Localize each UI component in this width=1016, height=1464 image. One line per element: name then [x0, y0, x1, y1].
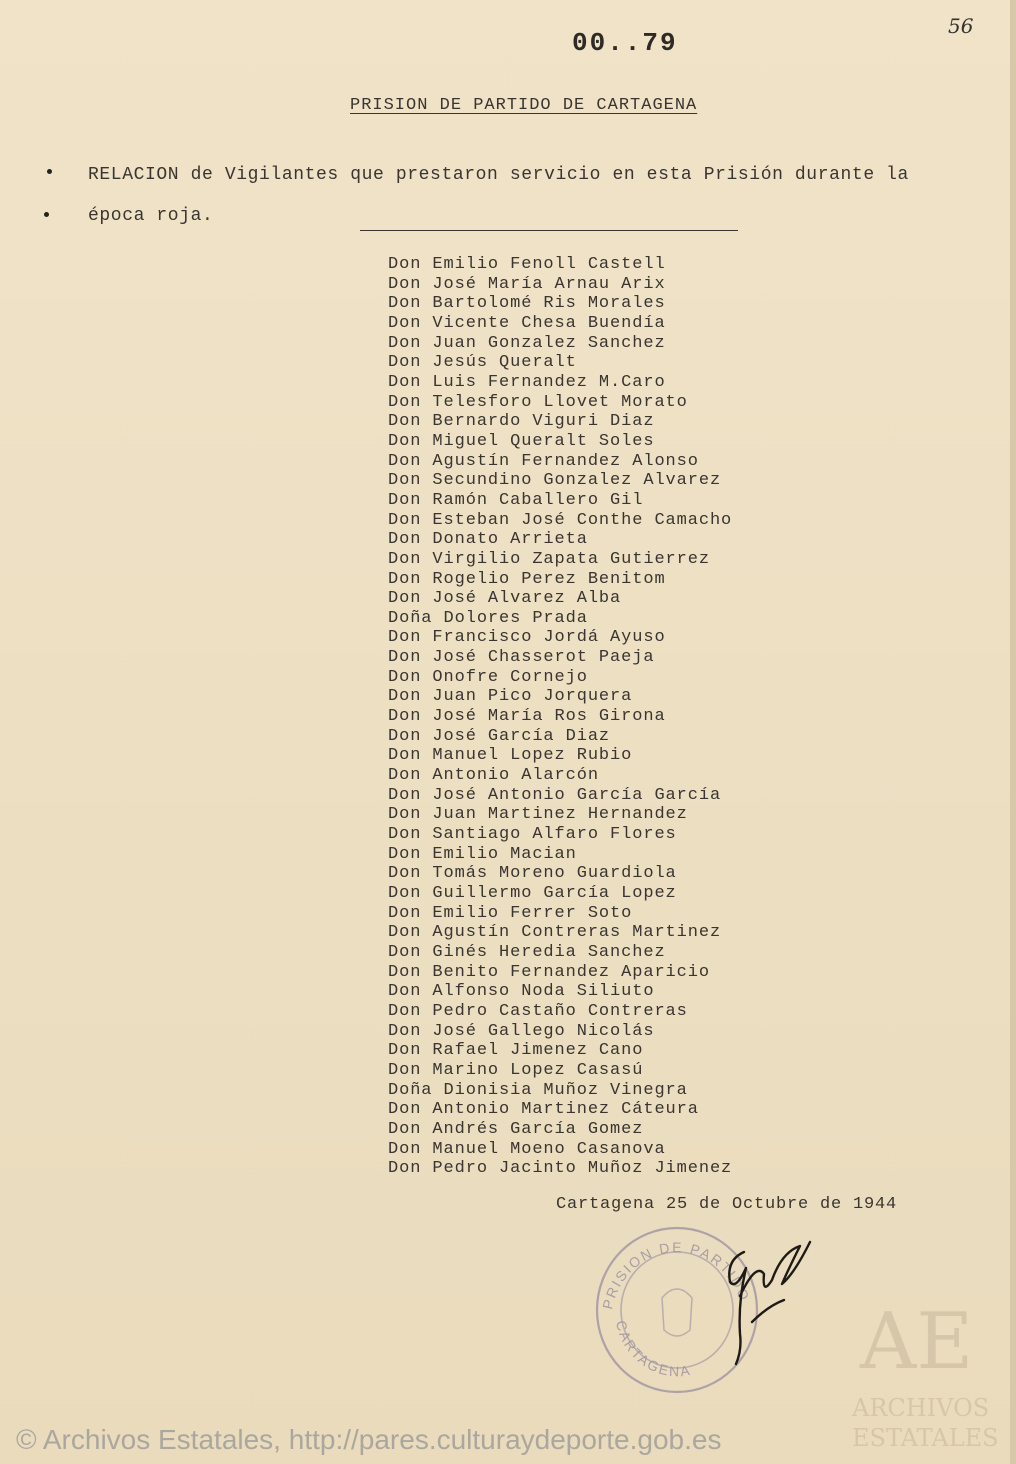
list-item: Don Bernardo Viguri Diaz — [388, 412, 655, 432]
list-item: Don José María Arnau Arix — [388, 274, 666, 294]
list-item: Don José García Diaz — [388, 726, 611, 746]
list-item: Don Manuel Lopez Rubio — [388, 746, 633, 766]
page-edge — [1010, 0, 1016, 1464]
list-item: Don Antonio Alarcón — [388, 766, 599, 786]
list-item: Doña Dolores Prada — [388, 608, 588, 628]
list-item: Don Santiago Alfaro Flores — [388, 825, 677, 845]
list-item: Don José Gallego Nicolás — [388, 1021, 655, 1041]
list-item: Don Ginés Heredia Sanchez — [388, 942, 666, 962]
signature-icon — [712, 1222, 822, 1372]
list-item: Don Esteban José Conthe Camacho — [388, 510, 733, 530]
names-list — [388, 255, 732, 1179]
list-item: Don Marino Lopez Casasú — [388, 1060, 644, 1080]
margin-mark — [47, 169, 52, 174]
list-item: Don Manuel Moeno Casanova — [388, 1139, 666, 1159]
intro-line-2: época roja. — [88, 206, 214, 226]
list-item: Don Bartolomé Ris Morales — [388, 294, 666, 314]
list-item: Don Benito Fernandez Aparicio — [388, 962, 710, 982]
list-item: Don Rogelio Perez Benitom — [388, 569, 666, 589]
copyright-watermark: © Archivos Estatales, http://pares.culturaydeporte.gob.es — [16, 1424, 722, 1455]
folio-number: 56 — [948, 14, 974, 38]
list-item: Don Vicente Chesa Buendía — [388, 313, 666, 333]
list-item: Don José María Ros Girona — [388, 707, 666, 727]
list-item: Don Emilio Ferrer Soto — [388, 903, 633, 923]
list-item: Don Juan Pico Jorquera — [388, 687, 633, 707]
list-item: Don Agustín Fernandez Alonso — [388, 451, 699, 471]
list-item: Don Ramón Caballero Gil — [388, 490, 644, 510]
dateline: Cartagena 25 de Octubre de 1944 — [556, 1195, 898, 1214]
list-item: Don Alfonso Noda Siliuto — [388, 982, 655, 1002]
list-item: Don Pedro Castaño Contreras — [388, 1001, 688, 1021]
list-item: Don José Alvarez Alba — [388, 589, 622, 609]
list-item: Don Antonio Martinez Cáteura — [388, 1100, 699, 1120]
list-item: Don Telesforo Llovet Morato — [388, 392, 688, 412]
watermark-line-1: ARCHIVOS — [852, 1394, 990, 1422]
margin-mark — [44, 212, 49, 217]
list-item: Don Pedro Jacinto Muñoz Jimenez — [388, 1159, 733, 1179]
list-item: Don Agustín Contreras Martinez — [388, 923, 722, 943]
list-item: Don Juan Gonzalez Sanchez — [388, 333, 666, 353]
archivos-estatales-logo — [840, 1284, 1016, 1464]
watermark-logo-text: AE — [860, 1297, 974, 1387]
document-heading: PRISION DE PARTIDO DE CARTAGENA — [350, 96, 698, 115]
stamp-bottom-text: CARTAGENA — [612, 1318, 693, 1380]
separator-rule — [360, 230, 738, 231]
list-item: Don Jesús Queralt — [388, 353, 577, 373]
list-item: Don Juan Martinez Hernandez — [388, 805, 688, 825]
list-item: Don Andrés García Gomez — [388, 1119, 644, 1139]
list-item: Don Emilio Macian — [388, 844, 577, 864]
list-item: Don Emilio Fenoll Castell — [388, 255, 666, 274]
list-item: Don Onofre Cornejo — [388, 667, 588, 687]
list-item: Don Secundino Gonzalez Alvarez — [388, 471, 722, 491]
stamp-top-text: PRISION DE PARTIDO — [599, 1239, 753, 1311]
list-item: Don Tomás Moreno Guardiola — [388, 864, 677, 884]
list-item: Don Donato Arrieta — [388, 530, 588, 550]
list-item: Don Miguel Queralt Soles — [388, 431, 655, 451]
list-item: Don José Chasserot Paeja — [388, 648, 655, 668]
list-item: Don José Antonio García García — [388, 785, 722, 805]
list-item: Doña Dionisia Muñoz Vinegra — [388, 1080, 688, 1100]
list-item: Don Francisco Jordá Ayuso — [388, 628, 666, 648]
page-number: 00..79 — [572, 28, 678, 58]
intro-line-1: RELACION de Vigilantes que prestaron servicio en esta Prisión durante la — [88, 165, 909, 185]
watermark-line-2: ESTATALES — [852, 1424, 999, 1452]
list-item: Don Rafael Jimenez Cano — [388, 1041, 644, 1061]
list-item: Don Guillermo García Lopez — [388, 884, 677, 903]
intro-paragraph — [88, 155, 948, 237]
list-item: Don Virgilio Zapata Gutierrez — [388, 549, 710, 569]
svg-text:CARTAGENA — [613, 1319, 693, 1380]
list-item: Don Luis Fernandez M.Caro — [388, 372, 666, 392]
